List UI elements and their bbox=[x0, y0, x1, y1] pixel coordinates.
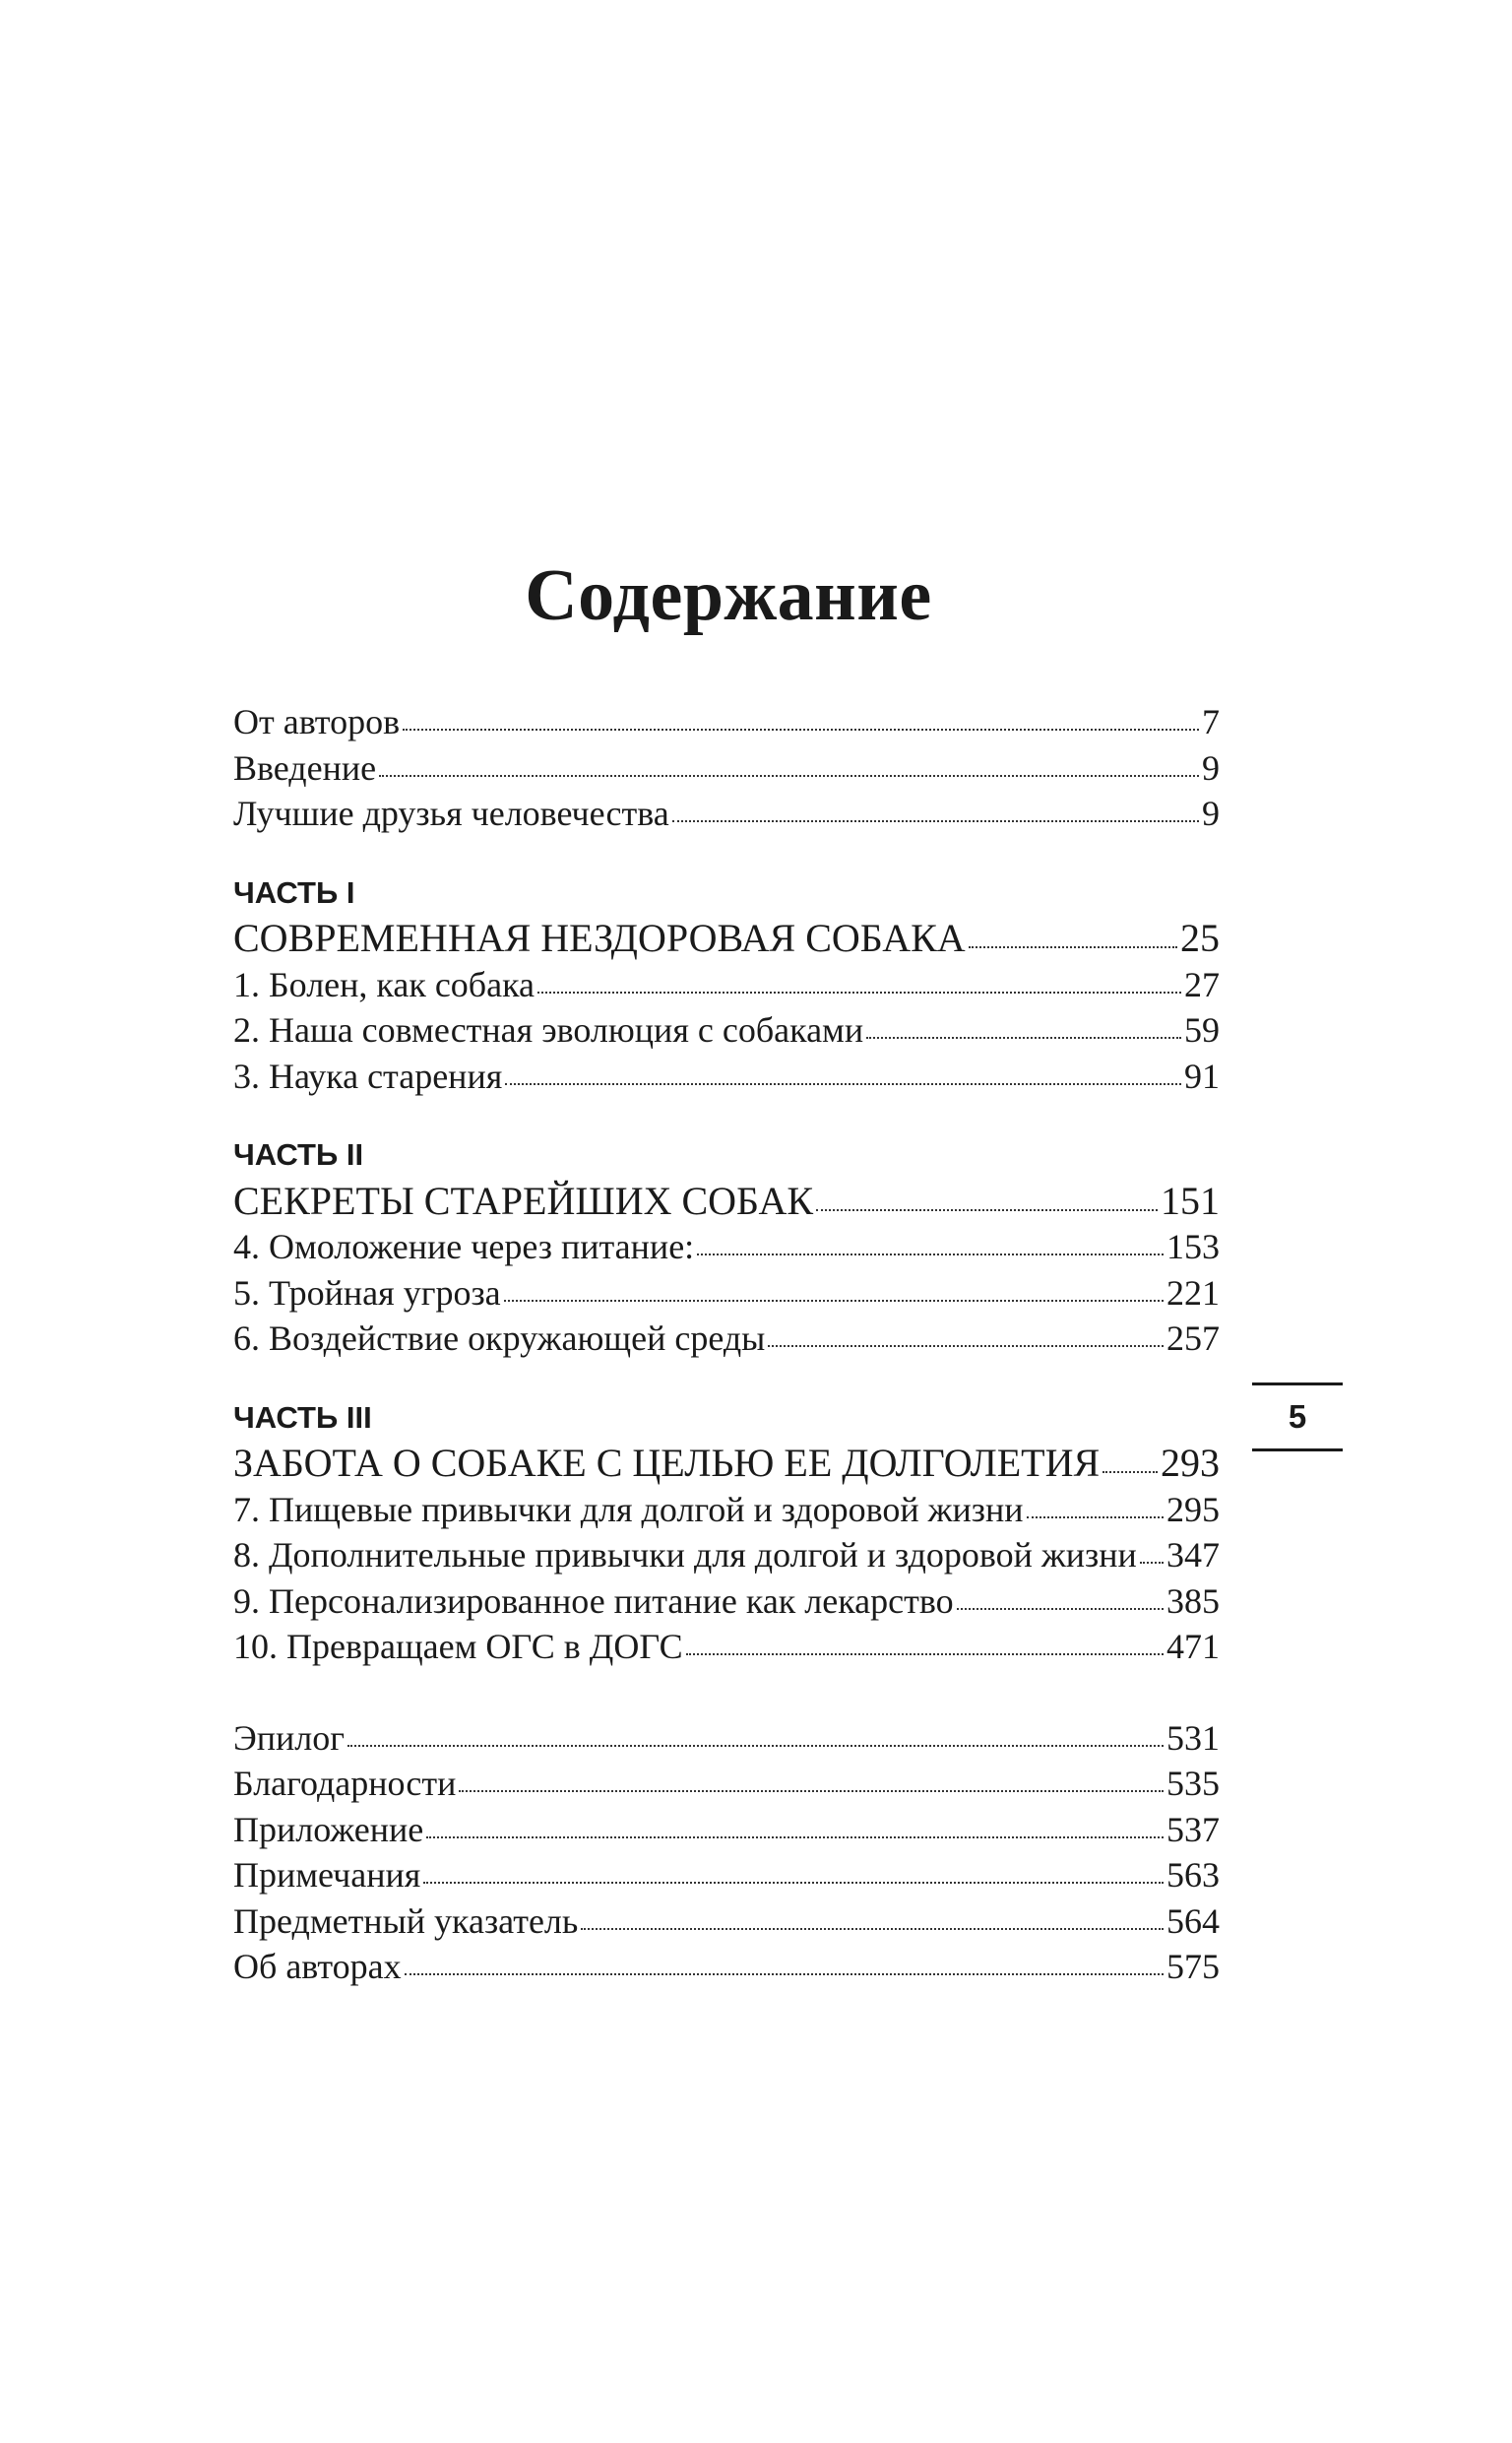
toc-entry[interactable] bbox=[233, 1007, 1220, 1054]
toc-entry-label: Приложение bbox=[233, 1809, 424, 1849]
toc-entry-label: 4. Омоложение через питание: bbox=[233, 1227, 695, 1266]
dot-leader bbox=[459, 1790, 1164, 1792]
toc-entry-page: 221 bbox=[1166, 1272, 1220, 1313]
dot-leader bbox=[1027, 1516, 1164, 1518]
toc-entry-page: 9 bbox=[1202, 747, 1220, 788]
toc-entry[interactable] bbox=[233, 1054, 1220, 1100]
toc-entry-page: 535 bbox=[1166, 1764, 1220, 1803]
dot-leader bbox=[403, 729, 1199, 731]
toc-entry-page: 27 bbox=[1184, 964, 1220, 1004]
toc-entry-page: 531 bbox=[1166, 1717, 1220, 1758]
toc-entry-page: 153 bbox=[1166, 1227, 1220, 1266]
toc-entry-page: 257 bbox=[1166, 1318, 1220, 1358]
toc-entry[interactable] bbox=[233, 1807, 1220, 1853]
dot-leader bbox=[581, 1928, 1164, 1930]
toc-entry-label: 8. Дополнительные привычки для долгой и здоровой жизни bbox=[233, 1535, 1137, 1575]
toc-entry[interactable] bbox=[233, 791, 1220, 837]
dot-leader bbox=[969, 946, 1177, 948]
part-title-label: СОВРЕМЕННАЯ НЕЗДОРОВАЯ СОБАКА bbox=[233, 916, 966, 960]
toc-entry-label: Предметный указатель bbox=[233, 1900, 579, 1941]
toc-entry-label: 6. Воздействие окружающей среды bbox=[233, 1318, 766, 1358]
part-title-entry[interactable] bbox=[233, 916, 1220, 962]
toc-entry[interactable] bbox=[233, 1624, 1220, 1670]
dot-leader bbox=[1102, 1471, 1158, 1473]
part-title-entry[interactable] bbox=[233, 1179, 1220, 1225]
toc-entry-label: 3. Наука старения bbox=[233, 1056, 503, 1096]
dot-leader bbox=[816, 1209, 1158, 1211]
toc-entry[interactable] bbox=[233, 745, 1220, 792]
toc-entry-page: 563 bbox=[1166, 1855, 1220, 1895]
toc-entry-page: 59 bbox=[1184, 1010, 1220, 1050]
toc-entry-label: Эпилог bbox=[233, 1717, 346, 1758]
toc-entry[interactable] bbox=[233, 1944, 1220, 1990]
toc-entry-page: 564 bbox=[1166, 1900, 1220, 1941]
toc-entry-page: 537 bbox=[1166, 1809, 1220, 1849]
part-title-label: ЗАБОТА О СОБАКЕ С ЦЕЛЬЮ ЕЕ ДОЛГОЛЕТИЯ bbox=[233, 1441, 1101, 1485]
toc-entry-label: 9. Персонализированное питание как лекарство bbox=[233, 1580, 954, 1621]
toc-entry[interactable] bbox=[233, 1224, 1220, 1270]
toc-entry-label: Лучшие друзья человечества bbox=[233, 794, 669, 833]
toc-entry[interactable] bbox=[233, 1761, 1220, 1807]
toc-entry-label: От авторов bbox=[233, 702, 401, 741]
dot-leader bbox=[686, 1653, 1164, 1655]
toc-entry-page: 347 bbox=[1166, 1535, 1220, 1575]
part-title-page: 151 bbox=[1161, 1178, 1220, 1223]
dot-leader bbox=[379, 775, 1199, 777]
dot-leader bbox=[1140, 1562, 1164, 1564]
toc-entry-page: 471 bbox=[1166, 1627, 1220, 1666]
part-title-label: СЕКРЕТЫ СТАРЕЙШИХ СОБАК bbox=[233, 1178, 814, 1223]
toc-entry[interactable] bbox=[233, 699, 1220, 745]
page-title: Содержание bbox=[525, 555, 932, 636]
toc-entry[interactable] bbox=[233, 1270, 1220, 1317]
dot-leader bbox=[697, 1254, 1164, 1255]
dot-leader bbox=[768, 1345, 1164, 1347]
part-heading: ЧАСТЬ II bbox=[233, 1137, 364, 1172]
part-heading: ЧАСТЬ III bbox=[233, 1399, 372, 1435]
part-title-page: 293 bbox=[1161, 1441, 1220, 1485]
dot-leader bbox=[866, 1037, 1181, 1039]
toc-entry-page: 91 bbox=[1184, 1056, 1220, 1096]
dot-leader bbox=[347, 1745, 1164, 1747]
section-gap bbox=[233, 1670, 1220, 1715]
toc-entry-page: 7 bbox=[1202, 702, 1220, 741]
table-of-contents bbox=[233, 699, 1220, 1990]
toc-entry-label: 1. Болен, как собака bbox=[233, 964, 536, 1004]
toc-entry[interactable] bbox=[233, 1715, 1220, 1762]
dot-leader bbox=[505, 1083, 1181, 1085]
dot-leader bbox=[957, 1608, 1164, 1610]
toc-entry-label: 7. Пищевые привычки для долгой и здоровой жизни bbox=[233, 1489, 1024, 1529]
toc-entry-label: 10. Превращаем ОГС в ДОГС bbox=[233, 1627, 683, 1666]
page-number: 5 bbox=[1252, 1382, 1343, 1451]
toc-entry[interactable] bbox=[233, 1532, 1220, 1578]
toc-entry-label: Примечания bbox=[233, 1855, 421, 1895]
toc-entry[interactable] bbox=[233, 1852, 1220, 1898]
dot-leader bbox=[504, 1300, 1164, 1302]
toc-entry[interactable] bbox=[233, 1578, 1220, 1625]
toc-entry-label: Введение bbox=[233, 747, 377, 788]
toc-entry-label: 5. Тройная угроза bbox=[233, 1272, 501, 1313]
toc-entry[interactable] bbox=[233, 1487, 1220, 1533]
toc-entry-page: 575 bbox=[1166, 1947, 1220, 1986]
toc-entry-page: 385 bbox=[1166, 1580, 1220, 1621]
toc-entry[interactable] bbox=[233, 1316, 1220, 1362]
dot-leader bbox=[537, 992, 1181, 994]
toc-entry-label: Благодарности bbox=[233, 1764, 457, 1803]
part-title-page: 25 bbox=[1180, 916, 1220, 960]
toc-entry-page: 295 bbox=[1166, 1489, 1220, 1529]
part-title-entry[interactable] bbox=[233, 1441, 1220, 1487]
toc-entry[interactable] bbox=[233, 1898, 1220, 1945]
toc-entry[interactable] bbox=[233, 962, 1220, 1008]
dot-leader bbox=[405, 1973, 1164, 1975]
toc-entry-label: 2. Наша совместная эволюция с собаками bbox=[233, 1010, 864, 1050]
dot-leader bbox=[672, 820, 1199, 822]
toc-entry-page: 9 bbox=[1202, 794, 1220, 833]
dot-leader bbox=[423, 1882, 1164, 1884]
toc-entry-label: Об авторах bbox=[233, 1947, 402, 1986]
dot-leader bbox=[426, 1836, 1164, 1838]
part-heading: ЧАСТЬ I bbox=[233, 874, 355, 910]
